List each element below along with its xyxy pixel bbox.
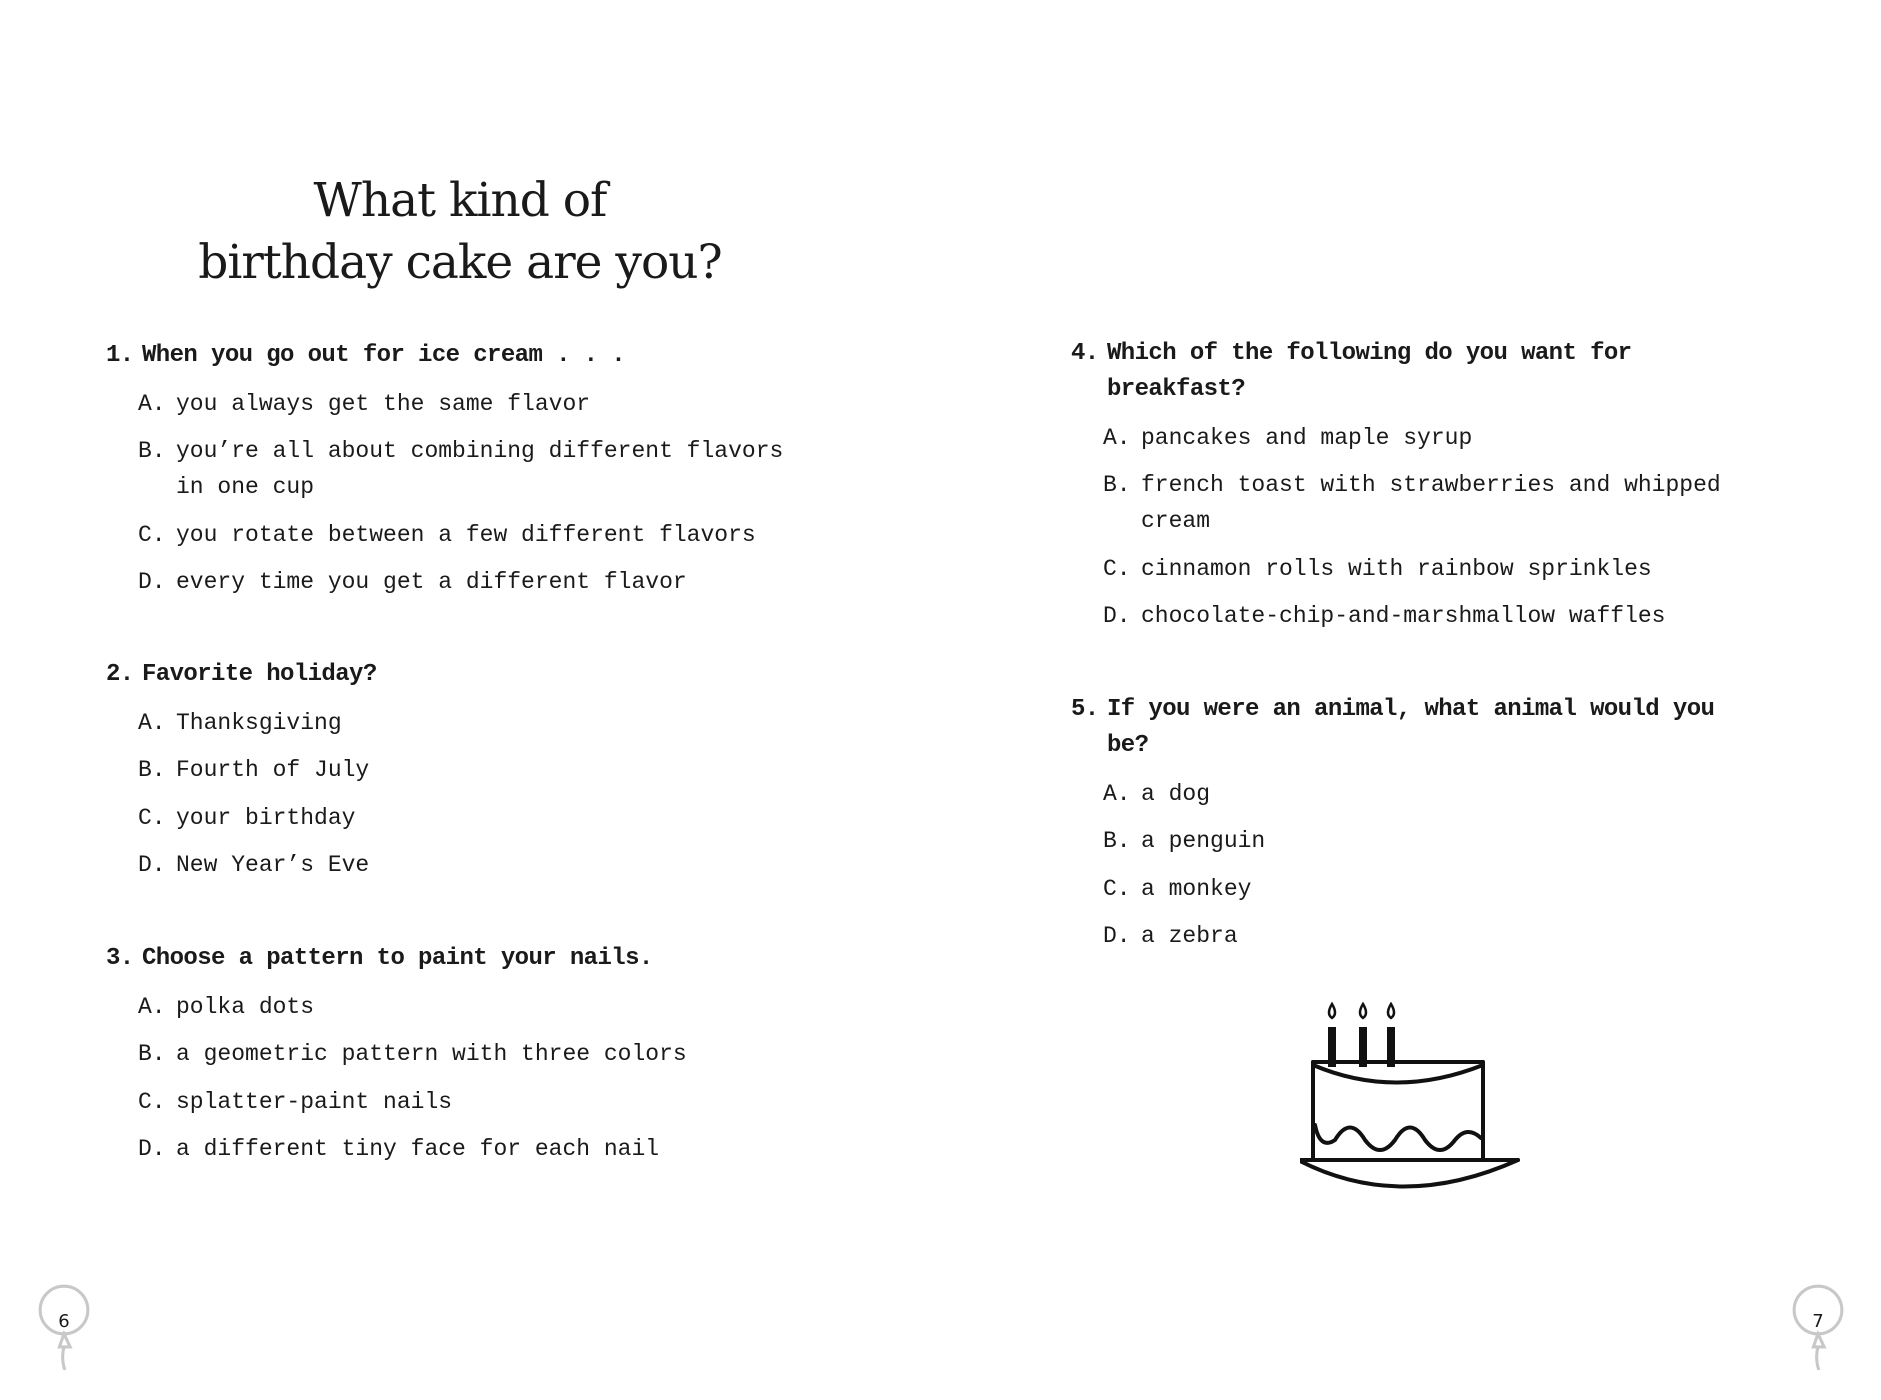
answer-option bbox=[138, 847, 806, 883]
question-number: 2. bbox=[106, 661, 134, 688]
answer-text: Thanksgiving bbox=[176, 709, 342, 736]
answer-option bbox=[138, 800, 806, 836]
answer-text: a dog bbox=[1141, 780, 1211, 807]
answer-letter: D. bbox=[138, 852, 166, 878]
page-title: What kind of birthday cake are you? bbox=[198, 173, 722, 290]
question-text: When you go out for ice cream . . . bbox=[142, 342, 626, 369]
answer-text: you rotate between a few different flavors bbox=[176, 521, 756, 548]
question-heading bbox=[106, 941, 806, 977]
question-number: 3. bbox=[106, 945, 134, 972]
answer-letter: C. bbox=[138, 804, 166, 831]
answer-option bbox=[138, 989, 806, 1025]
answer-letter: D. bbox=[1103, 923, 1131, 949]
answer-option bbox=[1103, 420, 1771, 456]
question-text: Which of the following do you want for breakfast? bbox=[1107, 340, 1632, 403]
answer-text: pancakes and maple syrup bbox=[1141, 424, 1473, 451]
answer-text: a different tiny face for each nail bbox=[176, 1136, 660, 1162]
answer-letter: D. bbox=[138, 1136, 166, 1162]
answer-letter: A. bbox=[1103, 780, 1131, 807]
answer-text: a monkey bbox=[1141, 875, 1252, 902]
answer-letter: B. bbox=[1103, 828, 1131, 854]
answer-letter: C. bbox=[138, 521, 166, 548]
answer-option bbox=[1103, 871, 1771, 907]
answer-letter: B. bbox=[138, 438, 166, 464]
answer-letter: A. bbox=[138, 993, 166, 1020]
answer-option bbox=[138, 564, 806, 600]
answer-text: a zebra bbox=[1141, 923, 1238, 949]
answer-letter: C. bbox=[138, 1088, 166, 1115]
answer-option bbox=[1103, 823, 1771, 859]
question-text: Favorite holiday? bbox=[142, 661, 377, 688]
answer-text: your birthday bbox=[176, 804, 356, 831]
answer-text: a geometric pattern with three colors bbox=[176, 1041, 687, 1067]
question-5 bbox=[1071, 692, 1771, 954]
answer-option bbox=[138, 1131, 806, 1167]
answer-option bbox=[1103, 776, 1771, 812]
answer-text: Fourth of July bbox=[176, 757, 370, 783]
question-heading bbox=[106, 657, 806, 693]
answer-text: splatter-paint nails bbox=[176, 1088, 453, 1115]
answer-text: New Year’s Eve bbox=[176, 852, 370, 878]
answer-text: you always get the same flavor bbox=[176, 390, 591, 417]
question-heading bbox=[1071, 336, 1771, 408]
answer-text: you’re all about combining different flavors in one cup bbox=[176, 438, 784, 500]
answer-option bbox=[1103, 551, 1771, 587]
answer-letter: C. bbox=[1103, 555, 1131, 582]
answer-letter: B. bbox=[138, 1041, 166, 1067]
answer-letter: C. bbox=[1103, 875, 1131, 902]
question-heading bbox=[106, 338, 806, 374]
answer-option bbox=[138, 517, 806, 553]
answer-option bbox=[138, 386, 806, 422]
question-number: 5. bbox=[1071, 696, 1099, 723]
birthday-cake-illustration bbox=[1300, 985, 1550, 1200]
answer-text: polka dots bbox=[176, 993, 315, 1020]
answer-option bbox=[1103, 467, 1771, 539]
answer-letter: A. bbox=[1103, 424, 1131, 451]
question-text: If you were an animal, what animal would you be? bbox=[1107, 696, 1715, 759]
question-heading bbox=[1071, 692, 1771, 764]
question-number: 4. bbox=[1071, 340, 1099, 367]
question-2 bbox=[106, 657, 806, 883]
question-3 bbox=[106, 941, 806, 1167]
answer-option bbox=[138, 1036, 806, 1072]
answer-option bbox=[138, 705, 806, 741]
answer-text: chocolate-chip-and-marshmallow waffles bbox=[1141, 603, 1666, 629]
answer-letter: A. bbox=[138, 709, 166, 736]
question-4 bbox=[1071, 336, 1771, 634]
answer-option bbox=[1103, 918, 1771, 954]
answer-option bbox=[138, 752, 806, 788]
answer-letter: D. bbox=[1103, 603, 1131, 629]
answer-letter: B. bbox=[138, 757, 166, 783]
question-text: Choose a pattern to paint your nails. bbox=[142, 945, 653, 972]
answer-option bbox=[138, 1084, 806, 1120]
answer-letter: B. bbox=[1103, 472, 1131, 498]
answer-letter: A. bbox=[138, 390, 166, 417]
answer-text: cinnamon rolls with rainbow sprinkles bbox=[1141, 555, 1652, 582]
answer-option bbox=[138, 433, 806, 505]
question-1 bbox=[106, 338, 806, 600]
page-number-right: 7 bbox=[1812, 1311, 1824, 1332]
page-number-left: 6 bbox=[58, 1311, 70, 1332]
answer-text: a penguin bbox=[1141, 828, 1266, 854]
answer-letter: D. bbox=[138, 569, 166, 595]
question-number: 1. bbox=[106, 342, 134, 369]
answer-option bbox=[1103, 598, 1771, 634]
answer-text: french toast with strawberries and whipped cream bbox=[1141, 472, 1721, 534]
answer-text: every time you get a different flavor bbox=[176, 569, 687, 595]
